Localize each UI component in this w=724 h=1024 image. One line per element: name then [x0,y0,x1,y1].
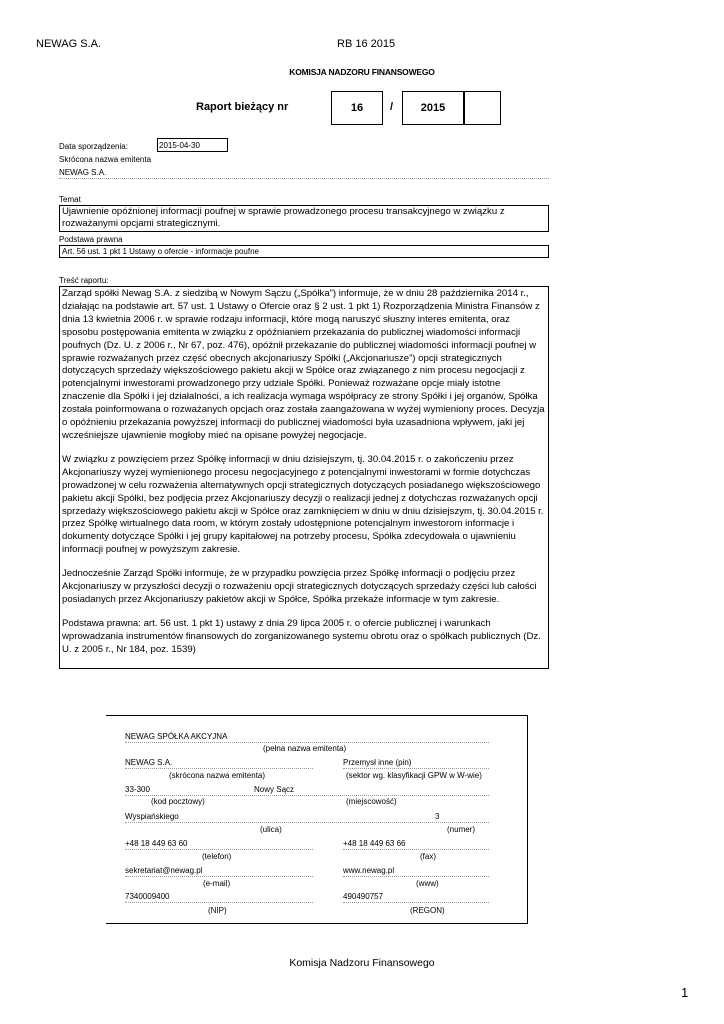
content-label: Treść raportu: [59,276,109,285]
issuer-street: Wyspiańskiego [125,812,179,821]
issuer-full-name-caption: (pełna nazwa emitenta) [263,744,347,753]
content-paragraph-2: W związku z powzięciem przez Spółkę informacji w dniu dzisiejszym, tj. 30.04.2015 r. o zakończeniu przez Akcjonariuszy wyżej wymienionego procesu negocjacyjnego z potencjalnymi inwestorami w formie dotychczas prowadzonej w celu rozważenia alternatywnych opcji strategicznych dotyczących posiadanego większościowego pakietu akcji Spółki, bez podjęcia przez Akcjonariuszy decyzji o realizacji jednej z dotychczas rozważanych opcji sprzedaży większościowego pakietu akcji w Spółce oraz zamknięciem w dniu w dniu dzisiejszym, tj. 30.04.2015 r. przez Spółkę wirtualnego data room, w którym zostały udostępnione potencjalnym inwestorom informacje i dokumenty dotyczące Spółki i jej grupy kapitałowej na potrzeby procesu, Spółka zdecydowała o ujawnieniu informacji poufnej w powyższym zakresie. [62,453,544,556]
date-value: 2015-04-30 [157,138,228,152]
content-body [59,286,549,669]
issuer-city: Nowy Sącz [254,785,295,794]
issuer-street-caption: (ulica) [260,825,282,834]
issuer-short-name: NEWAG S.A. [125,758,173,767]
issuer-full-name: NEWAG SPÓŁKA AKCYJNA [125,732,228,741]
content-paragraph-4: Podstawa prawna: art. 56 ust. 1 pkt 1) ustawy z dnia 29 lipca 2005 r. o ofercie publicznej i warunkach wprowadzania instrumentów finansowych do zorganizowanego systemu obrotu oraz o spółkach publicznych (Dz. U. z 2005 r., Nr 184, poz. 1539) [62,617,541,655]
line-nip [125,902,313,903]
report-year: 2015 [420,102,446,114]
issuer-nip-caption: (NIP) [208,906,227,915]
short-name-label: Skrócona nazwa emitenta [59,155,152,164]
issuer-fax-caption: (fax) [420,852,436,861]
issuer-www[interactable]: www.newag.pl [343,866,395,875]
issuer-fax: +48 18 449 63 66 [343,839,406,848]
report-slash: / [390,101,394,113]
report-title-label: Raport bieżący nr [196,101,289,113]
issuer-postal-code: 33-300 [125,785,150,794]
issuer-nip: 7340009400 [125,892,170,901]
header-report-ref: RB 16 2015 [337,38,396,50]
report-number-box [331,91,383,125]
report-number: 16 [350,102,364,114]
content-paragraph-1: Zarząd spółki Newag S.A. z siedzibą w Nowym Sączu („Spółka”) informuje, że w dniu 28 października 2014 r., działając na podstawie art. 57 ust. 1 Ustawy o Ofercie oraz § 2 ust. 1 pkt 1) Rozporządzenia Ministra Finansów z dnia 13 kwietnia 2006 r. w sprawie rodzaju informacji, które mogą naruszyć słuszny interes emitenta, oraz sposobu postępowania emitenta w związku z opóźnianiem przekazania do publicznej wiadomości informacji poufnych (Dz. U. z 2006 r., Nr 67, poz. 476), opóźnił przekazanie do publicznej wiadomości informacji poufnej w sprawie rozważanych przez część obecnych akcjonariuszy Spółki („Akcjonariusze”) opcji strategicznych dotyczących sprzedaży większościowego pakietu akcji w Spółce oraz związanego z nim procesu negocjacji z potencjalnymi inwestorami prowadzonego przy udziale Spółki. Ponieważ rozważane opcje miały istotne znaczenie dla Spółki i jej działalności, a ich realizacja wymaga współpracy ze strony Spółki i jej organów, Spółka została poinformowana o rozważanych opcjach oraz została zaangażowana w wyżej wymieniony proces. Decyzja o opóźnieniu przekazania powyższej informacji do publicznej wiadomości była uzasadniona wpływem, jaki jej wcześniejsze ujawnienie mogłoby mieć na opisane powyżej negocjacje. [62,288,545,441]
issuer-phone-caption: (telefon) [202,852,232,861]
report-year-box [402,91,464,125]
line-postal-city [125,795,489,796]
line-full-name [125,742,489,743]
short-name-underline [59,178,549,179]
issuer-sector-caption: (sektor wg. klasyfikacji GPW w W-wie) [346,771,482,780]
issuer-www-caption: (www) [416,879,439,888]
legal-basis-text: Art. 56 ust. 1 pkt 1 Ustawy o ofercie - informacje poufne [59,245,549,258]
issuer-regon-caption: (REGON) [410,906,445,915]
line-sector [343,768,489,769]
header-company: NEWAG S.A. [36,38,101,50]
content-paragraph-3: Jednocześnie Zarząd Spółki informuje, że w przypadku powzięcia przez Spółkę informacji o podjęciu przez Akcjonariuszy w przyszłości decyzji o rozważeniu opcji strategicznych dotyczących sprzedaży części lub całości posiadanych przez Akcjonariuszy pakietów akcji w Spółce, Spółka przekaże informacje w tym zakresie. [62,568,537,605]
legal-basis-label: Podstawa prawna [59,235,123,244]
footer-authority: Komisja Nadzoru Finansowego [289,957,435,969]
report-extra-box [464,91,501,125]
line-street [125,822,489,823]
line-phone [125,849,313,850]
line-www [343,876,489,877]
topic-text: Ujawnienie opóźnionej informacji poufnej w sprawie prowadzonego procesu transakcyjnego w związku z rozważanymi opcjami strategicznymi. [59,205,549,232]
issuer-email[interactable]: sekretariat@newag.pl [125,866,203,875]
page-number: 1 [681,985,689,1000]
issuer-sector: Przemysł inne (pin) [343,758,412,767]
line-email [125,876,313,877]
short-name-value: NEWAG S.A. [59,168,107,177]
topic-label: Temat [59,195,81,204]
issuer-city-caption: (miejscowość) [346,797,397,806]
date-label: Data sporządzenia: [59,142,128,151]
issuer-regon: 490490757 [343,892,384,901]
issuer-house-number-caption: (numer) [447,825,476,834]
issuer-short-name-caption: (skrócona nazwa emitenta) [169,771,266,780]
issuer-postal-code-caption: (kod pocztowy) [151,797,205,806]
issuer-phone: +48 18 449 63 60 [125,839,188,848]
line-fax [343,849,489,850]
line-short-name [125,768,313,769]
line-regon [343,902,489,903]
authority-title: KOMISJA NADZORU FINANSOWEGO [289,67,435,77]
issuer-email-caption: (e-mail) [203,879,231,888]
issuer-house-number: 3 [435,812,440,821]
